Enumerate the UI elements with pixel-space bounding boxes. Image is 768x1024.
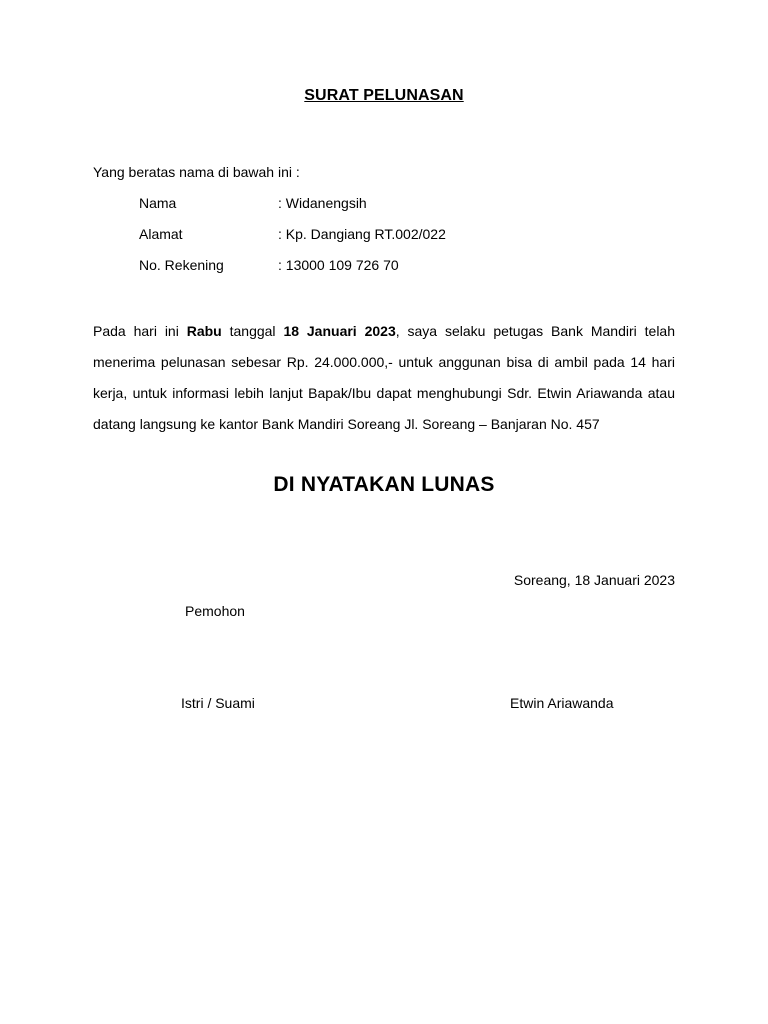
- declaration-heading: DI NYATAKAN LUNAS: [273, 473, 495, 496]
- paragraph-text: tanggal: [221, 323, 284, 339]
- field-value: : Kp. Dangiang RT.002/022: [278, 226, 446, 242]
- field-label: Nama: [139, 195, 177, 211]
- officer-signature-name: Etwin Ariawanda: [510, 695, 614, 711]
- place-date: Soreang, 18 Januari 2023: [513, 572, 675, 588]
- field-value: : 13000 109 726 70: [278, 257, 399, 273]
- paragraph-day: Rabu: [186, 323, 222, 339]
- field-value: : Widanengsih: [278, 195, 367, 211]
- paragraph-date: 18 Januari 2023: [283, 323, 396, 339]
- field-row-rekening: [139, 257, 399, 273]
- applicant-label: Pemohon: [185, 603, 245, 619]
- intro-text: Yang beratas nama di bawah ini :: [93, 164, 300, 180]
- field-label: Alamat: [139, 226, 183, 242]
- field-label: No. Rekening: [139, 257, 224, 273]
- letter-title: SURAT PELUNASAN: [304, 87, 464, 104]
- field-row-alamat: [139, 226, 446, 242]
- paragraph-text: , saya selaku petugas Bank Mandiri telah menerima pelunasan sebesar Rp. 24.000.000,- untuk anggunan bisa di ambil pada 14 hari kerja, untuk informasi lebih lanjut Bapak/Ibu dapat menghubungi Sdr. Etwin Ariawanda atau datang langsung ke kantor Bank Mandiri Soreang Jl. Soreang – Banjaran No. 457: [93, 323, 675, 432]
- spouse-signature-label: Istri / Suami: [181, 695, 255, 711]
- paragraph-text: Pada hari ini: [93, 323, 187, 339]
- body-paragraph: [93, 316, 675, 440]
- field-row-nama: [139, 195, 367, 211]
